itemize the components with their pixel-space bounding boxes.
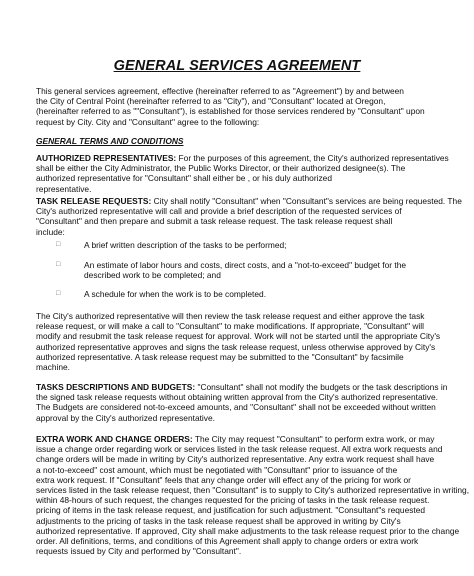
section-heading: TASK RELEASE REQUESTS: [36,196,152,206]
list-item-line: described work to be completed; and [84,270,221,281]
intro-line: request by City. City and "Consultant" agree to the following: [36,116,260,127]
section-line: adjustments to the pricing of tasks in the task release request shall be approved in writing by City's [36,515,401,526]
section-line: "Consultant" and then prepare and submit a task release request. The task release request shall [36,216,393,227]
intro-paragraph [36,86,448,127]
section-line: change orders will be made in writing by City's authorized representative. Any extra work request shall have [36,454,435,465]
task-release-section [36,196,462,237]
paragraph-line: authorized representative approves and signs the task release request, unless otherwise approved by City's [36,341,436,352]
budgets-section [36,382,448,423]
paragraph-line: machine. [36,361,70,372]
authorized-representatives-section [36,153,448,194]
paragraph-line: modify and resubmit the task release request for approval. Work will not be started until the appropriate City's [36,331,441,342]
section-line: order. All definitions, terms, and conditions of this Agreement shall apply to change orders or extra work [36,535,419,546]
intro-line: (hereinafter referred to as ""Consultant"), is established for those services rendered by "Consultant" upon [36,106,425,117]
section-line: The Budgets are considered not-to-exceed amounts, and "Consultant" shall not be exceeded without written [36,402,436,413]
section-line: requests issued by City and performed by "Consultant". [36,546,242,557]
section-line: within 48-hours of such request, the changes requested for the pricing of tasks in the task release request. [36,495,430,506]
section-line: representative. [36,183,92,194]
section-line: For the purposes of this agreement, the City's authorized representatives [176,153,449,163]
section-line: include: [36,226,65,237]
list-item-line: A brief written description of the tasks to be performed; [84,240,287,250]
section-line: authorized representative for "Consultant" shall either be , or his duly authorized [36,173,332,184]
list-item-line: A schedule for when the work is to be completed. [84,289,267,299]
intro-line: This general services agreement, effective (hereinafter referred to as "Agreement") by and between [36,86,404,96]
section-line: The City may request "Consultant" to perform extra work, or may [192,434,435,444]
section-heading: AUTHORIZED REPRESENTATIVES: [36,153,177,163]
intro-line: the City of Central Point (hereinafter referred to as "City"), and "Consultant" located at Oregon, [36,96,386,107]
section-line: authorized representative. If approved, City shall make adjustments to the task release request prior to the change [36,525,460,536]
section-line: issue a change order regarding work or services listed in the task release request. All extra work requests and [36,444,443,455]
paragraph-line: The City's authorized representative will then review the task release request and either approve the task [36,311,425,321]
section-line: shall be either the City Administrator, the Public Works Director, or their authorized designee(s). The [36,163,406,174]
paragraph-line: authorized representative. A task release request may be submitted to the "Consultant" by facsimile [36,351,404,362]
general-terms-heading-block [36,136,448,146]
section-line: approval by the City's authorized representative. [36,412,215,423]
section-heading: TASKS DESCRIPTIONS AND BUDGETS: [36,382,196,392]
extra-work-section [36,434,470,557]
checkbox-bullet-icon: □ [56,241,61,248]
section-line: City's authorized representative will call and provide a brief description of the requested services of [36,206,402,217]
review-paragraph [36,311,448,372]
section-heading: EXTRA WORK AND CHANGE ORDERS: [36,434,193,444]
checkbox-bullet-icon: □ [56,290,61,297]
section-line: extra work request. If "Consultant" feels that any change order will effect any of the pricing for work or [36,474,411,485]
section-line: services listed in the task release request, then "Consultant" is to supply to City's authorized representative in writing, [36,484,470,495]
section-line: the signed task release requests without obtaining written approval from the City's authorized representative. [36,392,438,403]
list-item-line: An estimate of labor hours and costs, direct costs, and a "not-to-exceed" budget for the [84,260,407,270]
section-line: City shall notify "Consultant" when "Consultant"s services are being requested. The [151,196,462,206]
section-line: "Consultant" shall not modify the budgets or the task descriptions in [195,382,448,392]
general-terms-heading: GENERAL TERMS AND CONDITIONS [36,136,184,146]
paragraph-line: release request, or will make a call to "Consultant" to make modifications. If appropriate, "Consultant" will [36,321,425,332]
section-line: a not-to-exceed" cost amount, which must be negotiated with "Consultant" prior to issuance of the [36,464,398,475]
document-title: GENERAL SERVICES AGREEMENT [113,58,361,74]
checkbox-bullet-icon: □ [56,261,61,268]
section-line: pricing of items in the task release request, and justification for such adjustment. "Consultant"s requested [36,505,426,516]
